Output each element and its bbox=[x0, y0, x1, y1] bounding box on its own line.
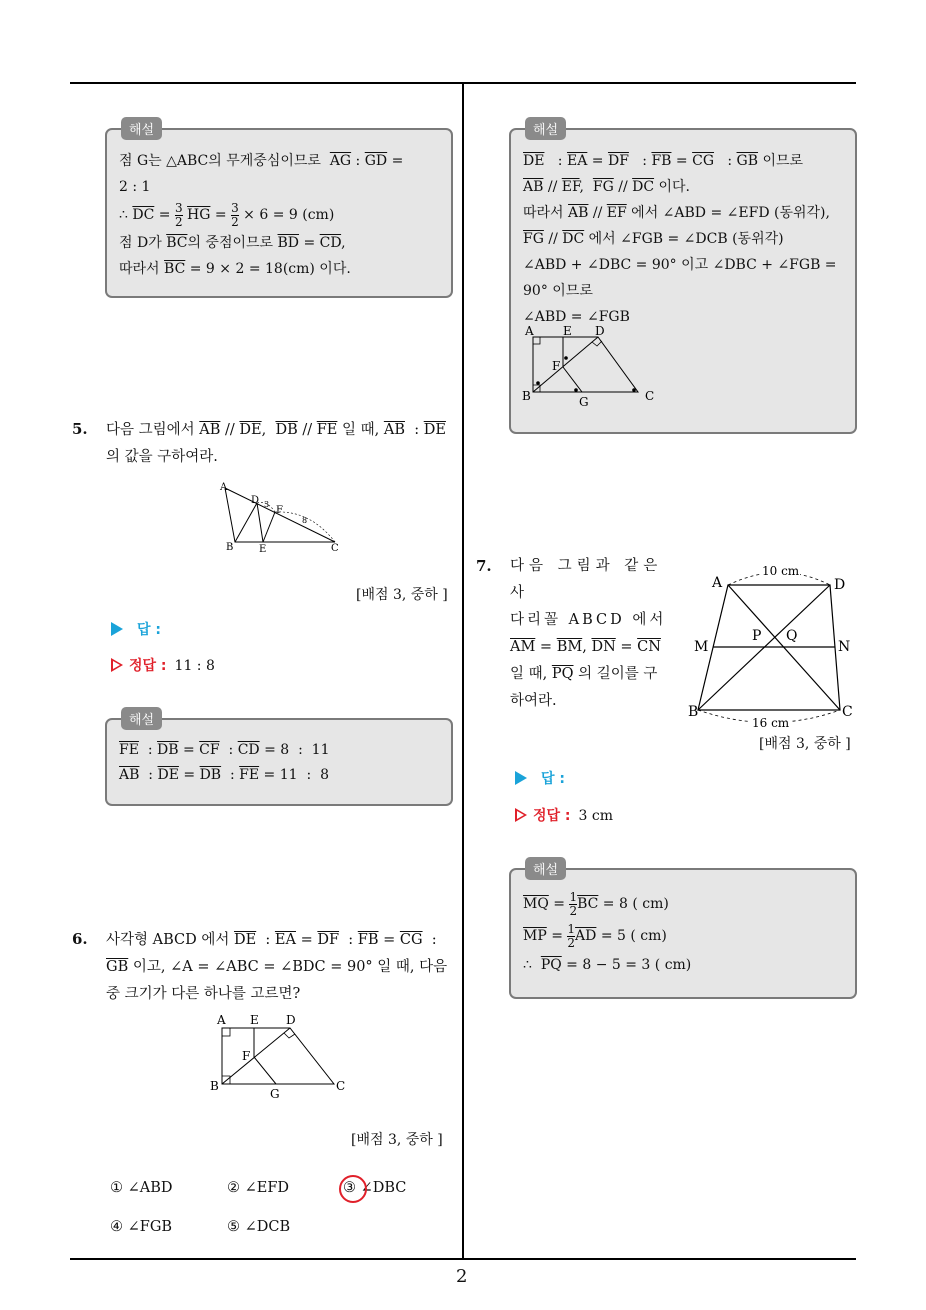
solution-line: $\overline{MP}$ = $\frac{1}{2}$ $\overline{AD} = 5$ ( cm) bbox=[523, 921, 667, 950]
solution-line: $\overline{AB} // \overline{EF}$, $\overline{FG} // \overline{DC}$ 이다. bbox=[523, 179, 691, 195]
question-text: 다음 그림에서 $\overline{AB} // \overline{DE}$, $\overline{DB} // \overline{FE}$ 일 때, $\overline{AB}$ : $\overline{DE}$ 의 값을 구하여라. bbox=[106, 422, 446, 465]
play-icon bbox=[111, 622, 123, 636]
score-label: [배점 3, 중하 ] bbox=[351, 1132, 443, 1148]
label-D: D bbox=[595, 324, 605, 338]
label-3: 3 bbox=[264, 500, 270, 509]
label-F: F bbox=[242, 1049, 251, 1063]
answer-label: 답 : bbox=[515, 768, 565, 788]
q6-figure bbox=[208, 1012, 358, 1104]
solution-line: 점 D가 $\overline{BC}$의 중점이므로 $\overline{BD} = \overline{CD}$, bbox=[119, 235, 346, 251]
solution-line: $\overline{AB}$ : $\overline{DE} = \overline{DB}$ : $\overline{FE} = 11$ : 8 bbox=[119, 767, 329, 783]
solution-line: $\overline{DE}$ : $\overline{EA} = \overline{DF}$ : $\overline{FB} = \overline{CG}$ : $\overline{GB}$ 이므로 bbox=[523, 153, 804, 169]
selected-choice-circle bbox=[339, 1175, 367, 1203]
solution-tag: 해설 bbox=[121, 707, 162, 730]
label-P: P bbox=[752, 628, 762, 644]
question-number: 7. bbox=[476, 557, 492, 575]
label-D: D bbox=[286, 1013, 296, 1027]
solution-tag: 해설 bbox=[525, 117, 566, 140]
label-E: E bbox=[250, 1013, 259, 1027]
choice-5[interactable]: ⑤ ∠DCB bbox=[227, 1219, 291, 1235]
solution-line: ∠ABD + ∠DBC = 90° 이고 ∠DBC + ∠FGB = bbox=[523, 257, 837, 273]
label-Q: Q bbox=[786, 628, 798, 644]
solution-line: ∠ABD = ∠FGB bbox=[523, 309, 630, 325]
question-number: 6. bbox=[72, 930, 88, 948]
label-C: C bbox=[645, 389, 655, 403]
solution-line: 2 : 1 bbox=[119, 179, 151, 195]
label-B: B bbox=[522, 389, 531, 403]
choice-1[interactable]: ① ∠ABD bbox=[110, 1180, 173, 1196]
solution-line: $\overline{MQ}$ = $\frac{1}{2}$ $\overline{BC} = 8$ ( cm) bbox=[523, 889, 669, 918]
choice-2[interactable]: ② ∠EFD bbox=[227, 1180, 290, 1196]
solution-line: ∴ $\overline{PQ} = 8 - 5 = 3$ ( cm) bbox=[523, 957, 692, 973]
solution-line: 점 G는 △ABC의 무게중심이므로 $\overline{AG}$ : $\overline{GD}$ = bbox=[119, 153, 404, 169]
question-text: 사각형 ABCD 에서 $\overline{DE}$ : $\overline{EA} = \overline{DF}$ : $\overline{FB} = \overline{CG}$ : $\overline{GB}$ 이고, ∠A = ∠ABC = ∠BDC = 90° 일 때, 다음 중 크기가 다른 하나를 고르면? bbox=[106, 932, 448, 1002]
label-8: 8 bbox=[302, 516, 308, 525]
label-E: E bbox=[259, 544, 267, 555]
label-G: G bbox=[579, 395, 589, 409]
label-A: A bbox=[217, 1013, 226, 1027]
score-label: [배점 3, 중하 ] bbox=[759, 736, 851, 752]
label-G: G bbox=[270, 1087, 280, 1101]
choice-4[interactable]: ④ ∠FGB bbox=[110, 1219, 173, 1235]
label-E: E bbox=[563, 324, 572, 338]
solution-tag: 해설 bbox=[525, 857, 566, 880]
q5-figure bbox=[215, 480, 345, 555]
label-F: F bbox=[276, 505, 283, 516]
correct-answer: 정답 : 11 : 8 bbox=[111, 655, 215, 675]
correct-answer: 정답 : 3 cm bbox=[515, 805, 613, 825]
solution-tag: 해설 bbox=[121, 117, 162, 140]
label-B: B bbox=[688, 704, 699, 720]
label-A: A bbox=[712, 575, 723, 591]
label-C: C bbox=[331, 543, 339, 554]
column-divider bbox=[462, 82, 464, 1260]
solution-line: $\overline{FG} // \overline{DC}$ 에서 ∠FGB = ∠DCB (동위각) bbox=[523, 231, 784, 247]
label-B: B bbox=[226, 542, 234, 553]
solution-line: $\overline{FE}$ : $\overline{DB} = \overline{CF}$ : $\overline{CD} = 8$ : 11 bbox=[119, 742, 330, 758]
label-C: C bbox=[842, 704, 853, 720]
label-A: A bbox=[220, 482, 228, 493]
label-A: A bbox=[525, 324, 534, 338]
label-B: B bbox=[210, 1079, 219, 1093]
solution-box-q5 bbox=[105, 713, 453, 806]
question-text: 다음 그림과 같은 사 다리꼴 ABCD 에서 $\overline{AM} = \overline{BM}$, $\overline{DN} = \overline{CN}$ 일 때, $\overline{PQ}$ 의 길이를 구 하여라. bbox=[510, 558, 667, 709]
label-bottom: 16 cm bbox=[752, 716, 790, 730]
label-D: D bbox=[834, 577, 846, 593]
page-number: 2 bbox=[456, 1266, 468, 1287]
choice-3[interactable]: ③ ∠DBC bbox=[343, 1180, 407, 1196]
solution-line: ∴ $\overline{DC}$ = $\frac{3}{2}$ $\overline{HG}$ = $\frac{3}{2}$ × 6 = 9 (cm) bbox=[119, 200, 335, 229]
solution-box-q4 bbox=[105, 123, 453, 298]
solution-line: 90° 이므로 bbox=[523, 283, 593, 299]
answer-label: 답 : bbox=[111, 619, 161, 639]
label-C: C bbox=[336, 1079, 346, 1093]
label-M: M bbox=[694, 639, 709, 655]
sol6-figure bbox=[518, 322, 668, 410]
label-N: N bbox=[838, 639, 851, 655]
solution-line: 따라서 $\overline{AB} // \overline{EF}$ 에서 ∠ABD = ∠EFD (동위각), bbox=[523, 205, 830, 221]
question-number: 5. bbox=[72, 420, 88, 438]
solution-line: 따라서 $\overline{BC} = 9 \times 2 = 18(cm)$ 이다. bbox=[119, 261, 351, 277]
outline-triangle-icon bbox=[515, 808, 527, 822]
solution-box-q7 bbox=[509, 863, 857, 999]
label-F: F bbox=[552, 359, 561, 373]
q7-figure bbox=[690, 560, 860, 730]
label-top: 10 cm bbox=[762, 564, 800, 578]
label-D: D bbox=[251, 495, 260, 506]
score-label: [배점 3, 중하 ] bbox=[356, 587, 448, 603]
outline-triangle-icon bbox=[111, 658, 123, 672]
play-icon bbox=[515, 771, 527, 785]
bottom-rule bbox=[70, 1258, 856, 1260]
